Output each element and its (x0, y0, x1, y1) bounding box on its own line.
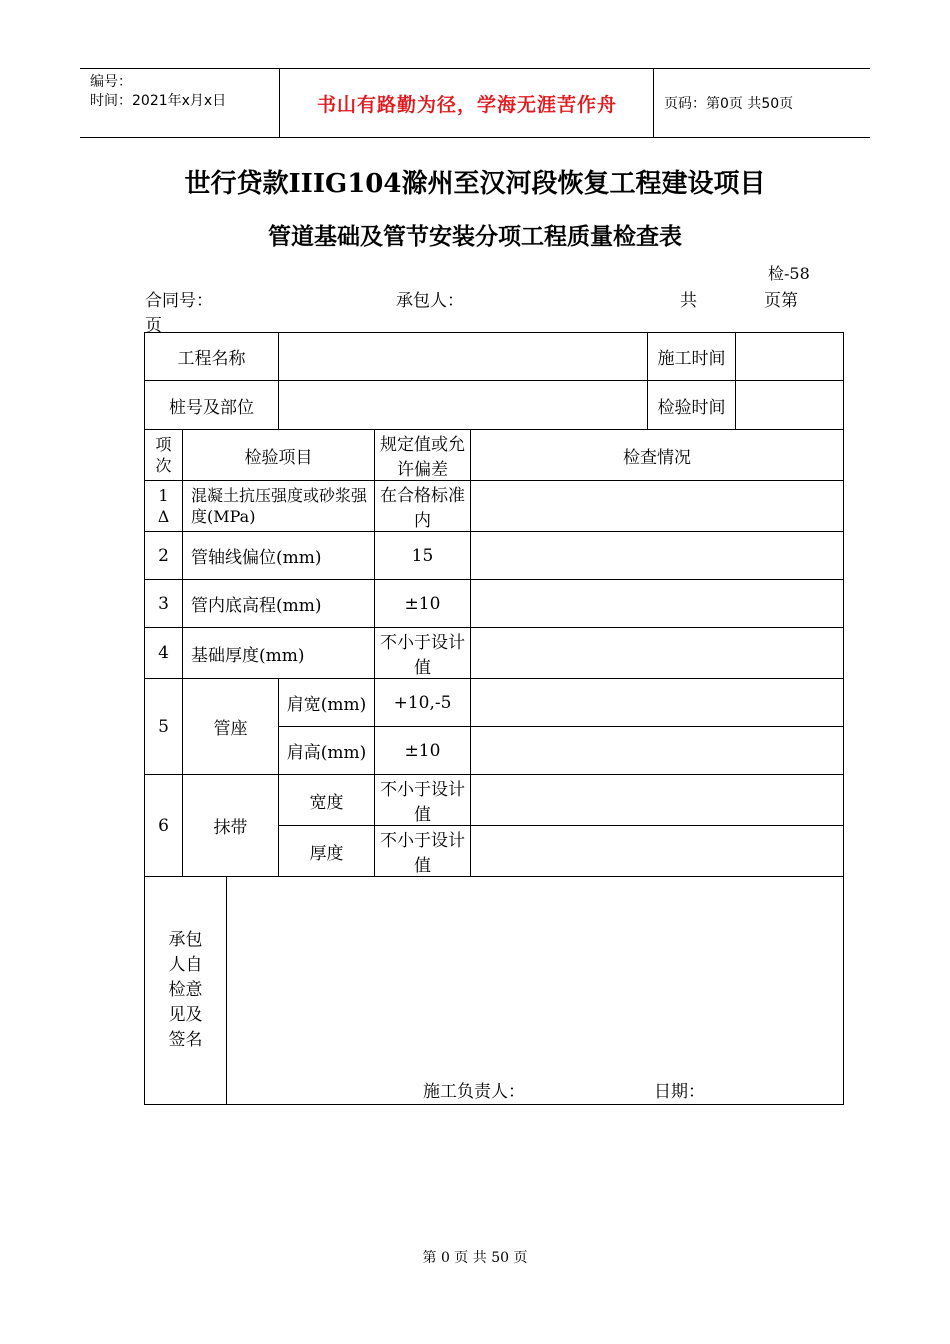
sign-label-cell (145, 877, 227, 1105)
row-index: 2 (145, 532, 183, 580)
page-footer: 第 0 页 共 50 页 (422, 1250, 528, 1266)
row-item: 管内底高程(mm) (183, 580, 375, 628)
time-label: 时间：2021年x月x日 (90, 93, 227, 109)
document-header (80, 68, 870, 138)
row-spec: 不小于设计值 (375, 775, 471, 826)
construction-time-value[interactable] (736, 333, 844, 381)
row-spec: 15 (375, 532, 471, 580)
row-subitem: 宽度 (279, 775, 375, 826)
row-result[interactable] (471, 679, 844, 727)
row-index: 3 (145, 580, 183, 628)
contract-label: 合同号： (145, 291, 213, 311)
row-subitem: 肩高(mm) (279, 727, 375, 775)
row-result[interactable] (471, 580, 844, 628)
column-header-row (145, 430, 844, 481)
row-result[interactable] (471, 826, 844, 877)
row-result[interactable] (471, 727, 844, 775)
row-index: 5 (145, 679, 183, 775)
project-name-value[interactable] (279, 333, 648, 381)
info-row (145, 333, 844, 381)
inspection-time-value[interactable] (736, 381, 844, 430)
sign-area[interactable] (227, 877, 844, 1105)
document-subtitle: 管道基础及管节安装分项工程质量检查表 (268, 223, 682, 250)
col-spec: 规定值或允许偏差 (375, 430, 471, 481)
group-name: 抹带 (183, 775, 279, 877)
date-label: 日期： (654, 1082, 705, 1102)
header-motto: 书山有路勤为径，学海无涯苦作舟 (281, 69, 654, 137)
table-row (145, 481, 844, 532)
row-index: 4 (145, 628, 183, 679)
row-result[interactable] (471, 775, 844, 826)
responsible-label: 施工负责人： (423, 1082, 525, 1102)
sign-row (145, 877, 844, 1105)
contractor-label: 承包人： (396, 291, 464, 311)
header-page-info: 页码：第0页 共50页 (664, 96, 794, 112)
row-subitem: 肩宽(mm) (279, 679, 375, 727)
row-spec: 不小于设计值 (375, 628, 471, 679)
row-spec: ±10 (375, 580, 471, 628)
table-row (145, 532, 844, 580)
row-result[interactable] (471, 481, 844, 532)
table-row (145, 679, 844, 727)
station-value[interactable] (279, 381, 648, 430)
col-item: 检验项目 (183, 430, 375, 481)
table-row (145, 775, 844, 826)
row-item: 基础厚度(mm) (183, 628, 375, 679)
sign-label: 承包人自检意见及签名 (168, 930, 203, 1050)
inspection-table (144, 332, 844, 1105)
row-spec: 在合格标准内 (375, 481, 471, 532)
number-label: 编号： (90, 74, 132, 90)
inspection-time-label: 检验时间 (648, 381, 736, 430)
col-result: 检查情况 (471, 430, 844, 481)
project-name-label: 工程名称 (145, 333, 279, 381)
total-label: 共 (680, 291, 697, 311)
construction-time-label: 施工时间 (648, 333, 736, 381)
row-spec: +10,-5 (375, 679, 471, 727)
table-row (145, 628, 844, 679)
row-subitem: 厚度 (279, 826, 375, 877)
row-spec: ±10 (375, 727, 471, 775)
col-index: 项次 (145, 430, 183, 481)
station-label: 桩号及部位 (145, 381, 279, 430)
row-item: 管轴线偏位(mm) (183, 532, 375, 580)
row-index: 1 Δ (145, 481, 183, 532)
form-code: 检-58 (768, 264, 810, 283)
document-title: 世行贷款IIIG104滁州至汉河段恢复工程建设项目 (184, 169, 766, 199)
group-name: 管座 (183, 679, 279, 775)
row-result[interactable] (471, 628, 844, 679)
info-row (145, 381, 844, 430)
row-index: 6 (145, 775, 183, 877)
header-meta (80, 69, 280, 137)
page-tail: 页 (145, 316, 162, 336)
row-result[interactable] (471, 532, 844, 580)
row-item: 混凝土抗压强度或砂浆强度(MPa) (183, 481, 375, 532)
page-label: 页第 (764, 291, 798, 311)
table-row (145, 580, 844, 628)
row-spec: 不小于设计值 (375, 826, 471, 877)
